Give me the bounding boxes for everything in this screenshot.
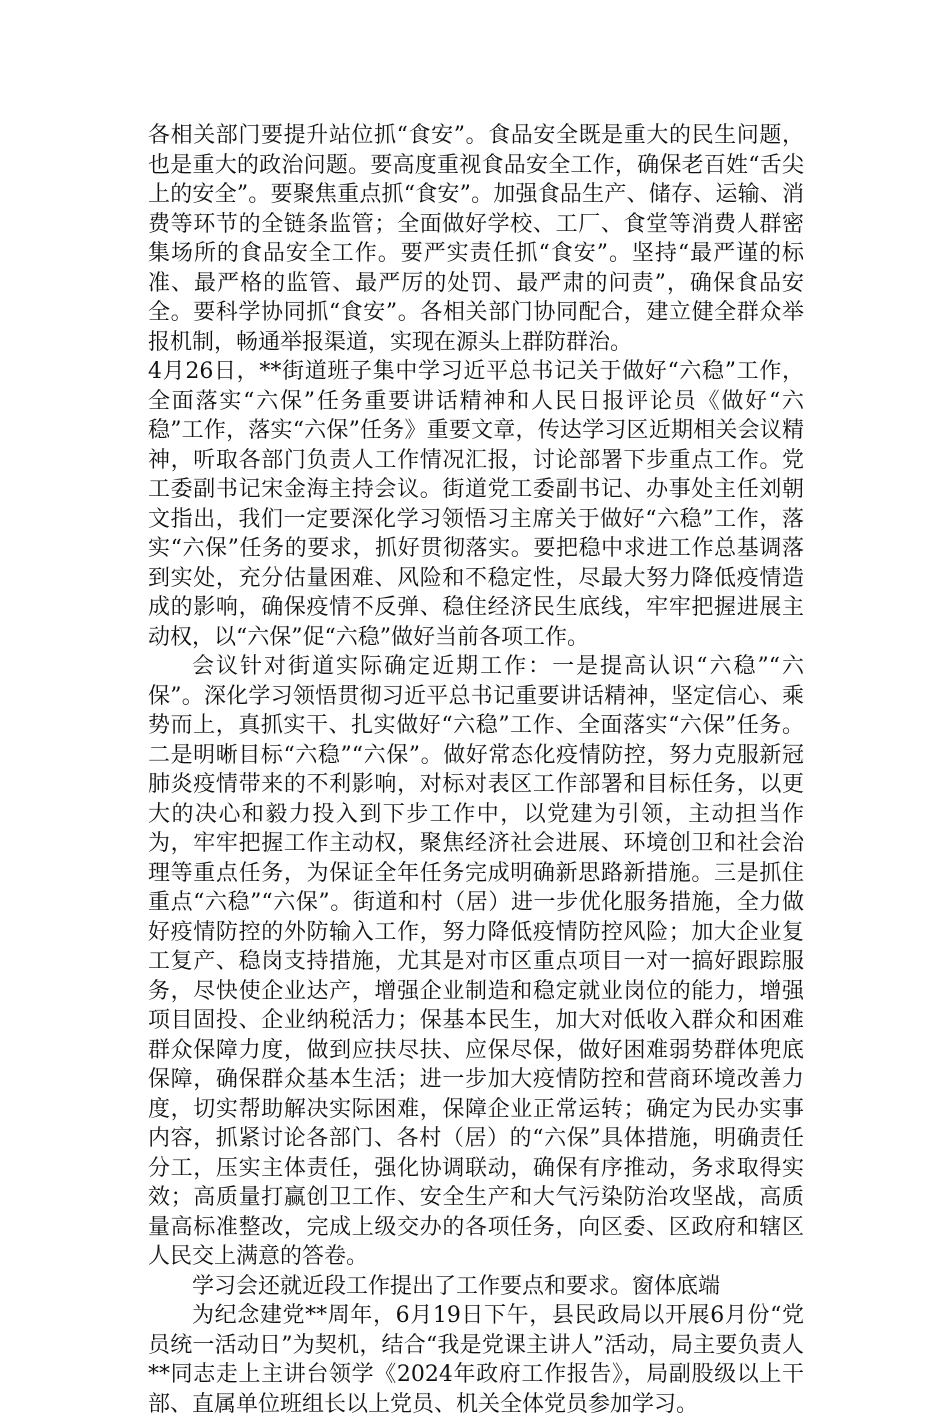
paragraph-street-study-meeting: 4月26日，**街道班子集中学习近平总书记关于做好“六稳”工作，全面落实“六保”任务重要讲话精神和人民日报评论员《做好“六稳”工作，落实“六保”任务》重要文章，传达学习区近期相关会议精神，听取各部门负责人工作情况汇报，讨论部署下步重点工作。党工委副书记宋金海主持会议。街道党工委副书记、办事处主任刘朝文指出，我们一定要深化学习领悟习主席关于做好“六稳”工作，落实“六保”任务的要求，抓好贯彻落实。要把稳中求进工作总基调落到实处，充分估量困难、风险和不稳定性，尽最大努力降低疫情造成的影响，确保疫情不反弹、稳住经济民生底线，牢牢把握进展主动权，以“六保”促“六稳”做好当前各项工作。	[148, 359, 804, 650]
paragraph-work-requirements: 学习会还就近段工作提出了工作要点和要求。窗体底端	[192, 1273, 721, 1299]
paragraph-meeting-work-plan: 会议针对街道实际确定近期工作：一是提高认识“六稳”“六保”。深化学习领悟贯彻习近平总书记重要讲话精神，坚定信心、乘势而上，真抓实干、扎实做好“六稳”工作、全面落实“六保”任务。二是明晰目标“六稳”“六保”。做好常态化疫情防控，努力克服新冠肺炎疫情带来的不利影响，对标对表区工作部署和目标任务，以更大的决心和毅力投入到下步工作中，以党建为引领，主动担当作为，牢牢把握工作主动权，聚焦经济社会进展、环境创卫和社会治理等重点任务，为保证全年任务完成明确新思路新措施。三是抓住重点“六稳”“六保”。街道和村（居）进一步优化服务措施，全力做好疫情防控的外防输入工作，努力降低疫情防控风险；加大企业复工复产、稳岗支持措施，尤其是对市区重点项目一对一搞好跟踪服务，尽快使企业达产，增强企业制造和稳定就业岗位的能力，增强项目固投、企业纳税活力；保基本民生，加大对低收入群众和困难群众保障力度，做到应扶尽扶、应保尽保，做好困难弱势群体兜底保障，确保群众基本生活；进一步加大疫情防控和营商环境改善力度，切实帮助解决实际困难，保障企业正常运转；确定为民办实事内容，抓紧讨论各部门、各村（居）的“六保”具体措施，明确责任分工，压实主体责任，强化协调联动，确保有序推动，务求取得实效；高质量打赢创卫工作、安全生产和大气污染防治攻坚战，高质量高标准整改，完成上级交办的各项任务，向区委、区政府和辖区人民交上满意的答卷。	[148, 654, 804, 1269]
paragraph-food-safety: 各相关部门要提升站位抓“食安”。食品安全既是重大的民生问题，也是重大的政治问题。要高度重视食品安全工作，确保老百姓“舌尖上的安全”。要聚焦重点抓“食安”。加强食品生产、储存、运输、消费等环节的全链条监管；全面做好学校、工厂、食堂等消费人群密集场所的食品安全工作。要严实责任抓“食安”。坚持“最严谨的标准、最严格的监管、最严厉的处罚、最严肃的问责”，确保食品安全。要科学协同抓“食安”。各相关部门协同配合，建立健全群众举报机制，畅通举报渠道，实现在源头上群防群治。	[148, 123, 804, 355]
document-body	[148, 121, 804, 1419]
paragraph-party-anniversary: 为纪念建党**周年，6月19日下午，县民政局以开展6月份“党员统一活动日”为契机，结合“我是党课主讲人”活动，局主要负责人**同志走上主讲台领学《2024年政府工作报告》，局副股级以上干部、直属单位班组长以上党员、机关全体党员参加学习。	[148, 1303, 804, 1417]
